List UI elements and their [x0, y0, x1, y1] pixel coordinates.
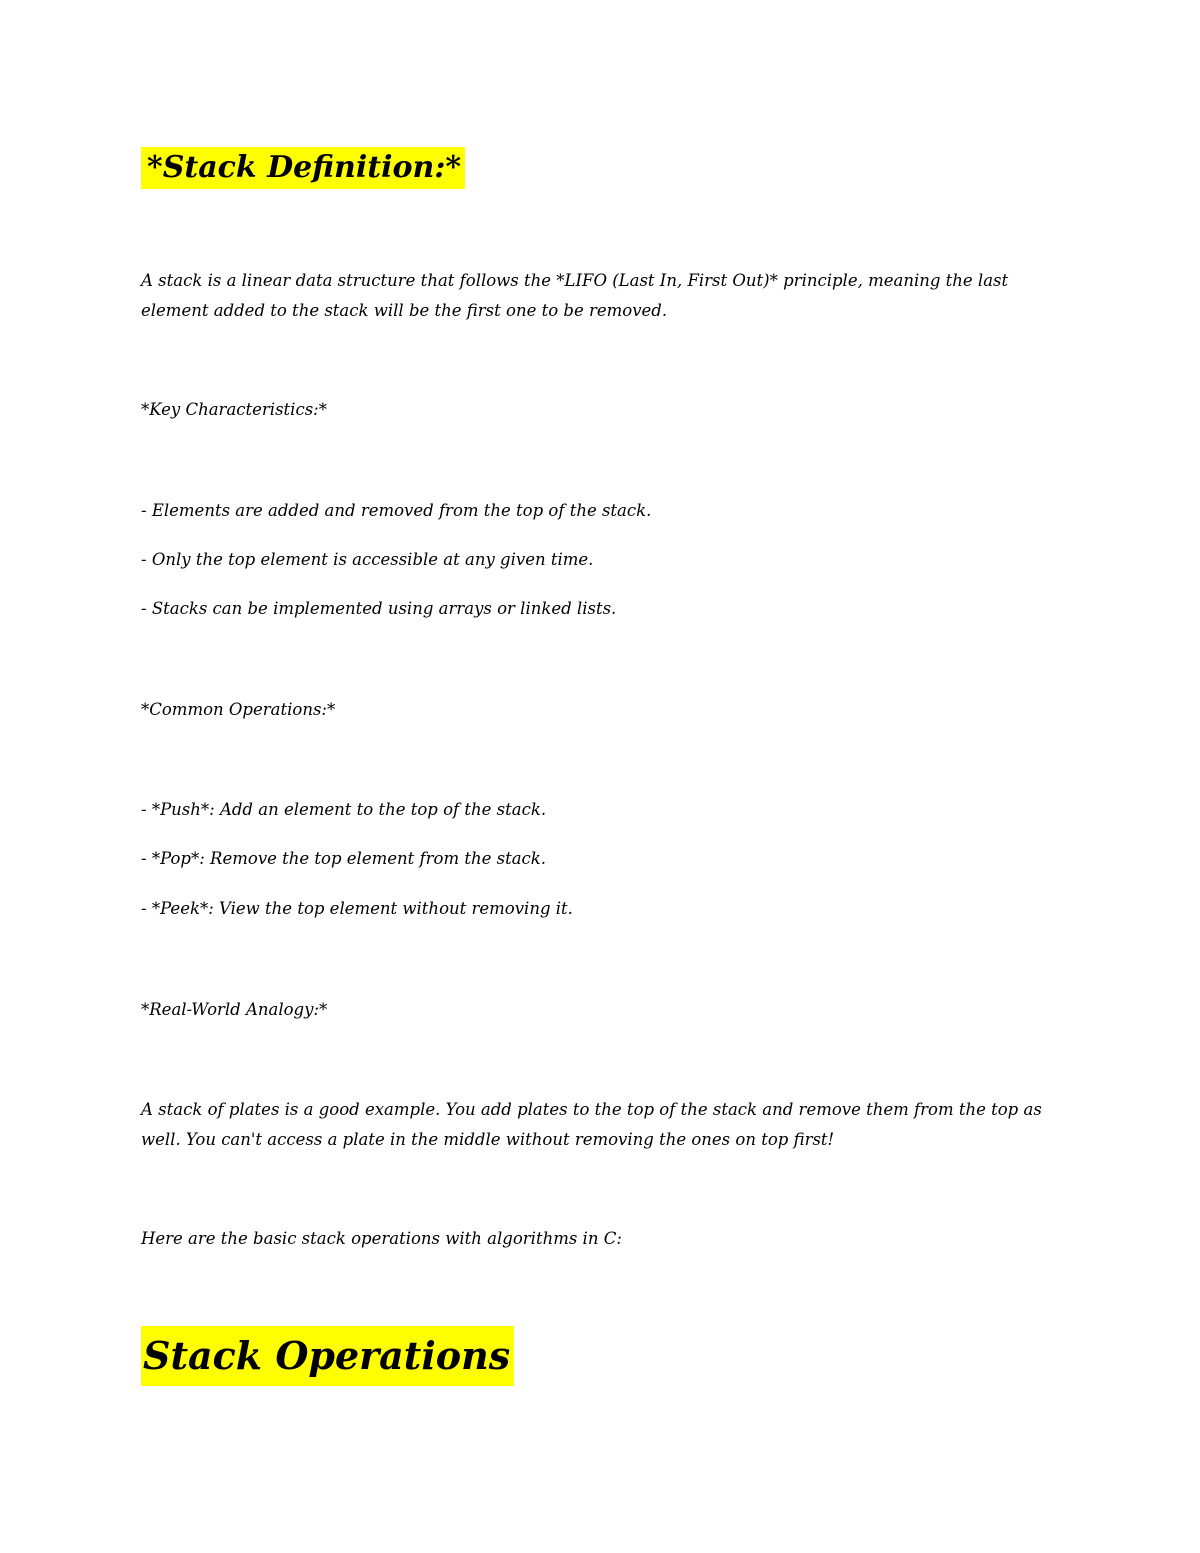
key-characteristics-heading: *Key Characteristics:* — [141, 400, 327, 419]
common-operations-heading: *Common Operations:* — [141, 700, 336, 719]
analogy-paragraph: A stack of plates is a good example. You add plates to the top of the stack and remove them from the top as well. You can't access a plate in the middle without removing the ones on top first! — [141, 1100, 1042, 1149]
common-operation-item: - *Push*: Add an element to the top of the stack. — [141, 800, 547, 819]
key-characteristic-item: - Stacks can be implemented using arrays or linked lists. — [141, 599, 617, 618]
algorithms-intro: Here are the basic stack operations with algorithms in C: — [141, 1229, 622, 1248]
key-characteristic-item: - Elements are added and removed from the top of the stack. — [141, 501, 652, 520]
intro-paragraph: A stack is a linear data structure that follows the *LIFO (Last In, First Out)* principle, meaning the last element added to the stack will be the first one to be removed. — [141, 271, 1009, 320]
key-characteristic-item: - Only the top element is accessible at any given time. — [141, 550, 594, 569]
heading-stack-definition: *Stack Definition:* — [141, 147, 465, 189]
common-operation-item: - *Pop*: Remove the top element from the stack. — [141, 849, 547, 868]
heading-stack-operations: Stack Operations — [141, 1326, 514, 1386]
analogy-heading: *Real-World Analogy:* — [141, 1000, 328, 1019]
common-operation-item: - *Peek*: View the top element without removing it. — [141, 899, 573, 918]
